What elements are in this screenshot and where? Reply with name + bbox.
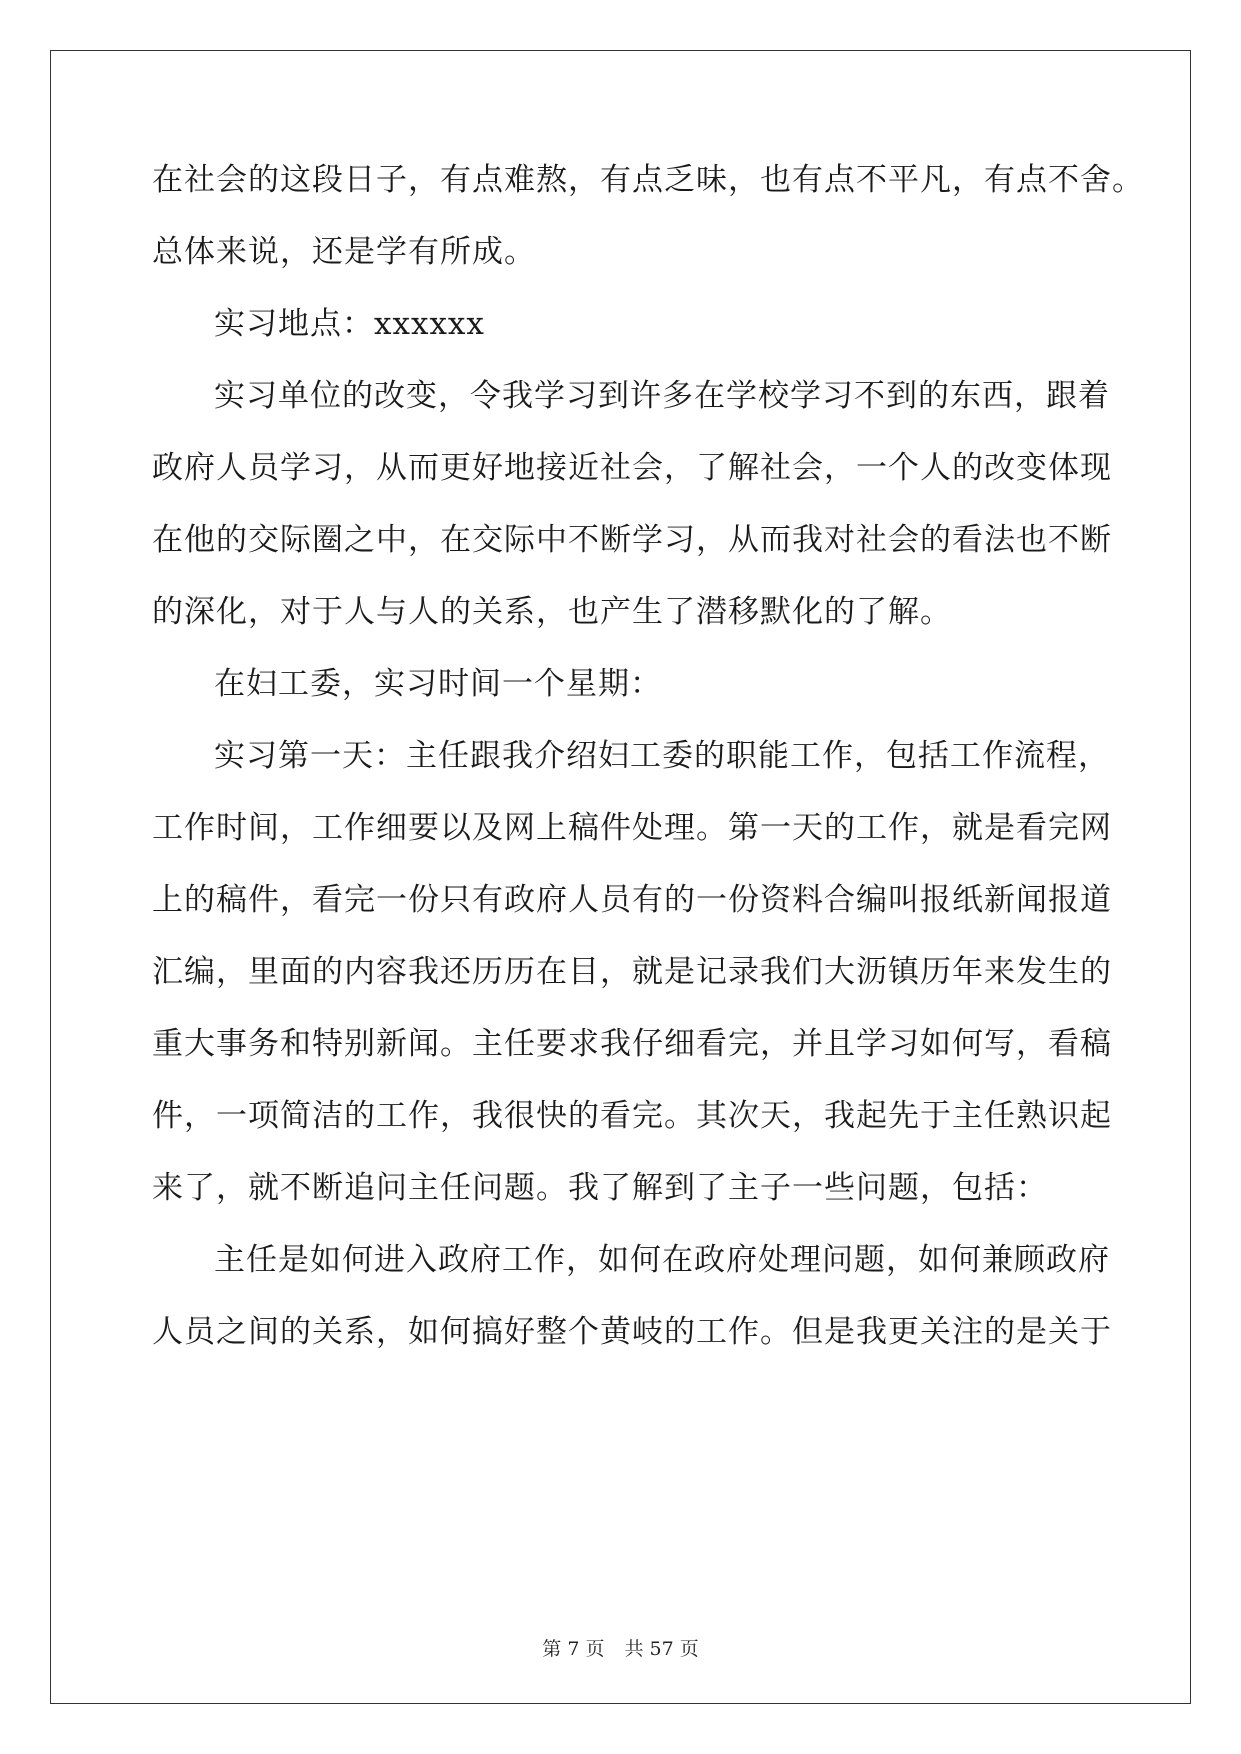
text-line: 实习地点：xxxxxx [214, 306, 485, 342]
text-line: 主任是如何进入政府工作，如何在政府处理问题，如何兼顾政府 [214, 1242, 1110, 1278]
page-total: 共 57 页 [624, 1638, 699, 1660]
text-line: 在他的交际圈之中，在交际中不断学习，从而我对社会的看法也不断 [152, 522, 1112, 558]
text-line: 总体来说，还是学有所成。 [152, 234, 536, 270]
text-line: 工作时间，工作细要以及网上稿件处理。第一天的工作，就是看完网 [152, 810, 1112, 846]
text-line: 汇编，里面的内容我还历历在目，就是记录我们大沥镇历年来发生的 [152, 954, 1112, 990]
page-footer [0, 1634, 1241, 1661]
text-line: 的深化，对于人与人的关系，也产生了潜移默化的了解。 [152, 594, 952, 630]
page-border [50, 50, 1191, 1704]
text-line: 上的稿件，看完一份只有政府人员有的一份资料合编叫报纸新闻报道 [152, 882, 1112, 918]
page-number: 第 7 页 [542, 1638, 605, 1660]
text-line: 在社会的这段日子，有点难熬，有点乏味，也有点不平凡，有点不舍。 [152, 162, 1144, 198]
text-line: 件，一项简洁的工作，我很快的看完。其次天，我起先于主任熟识起 [152, 1098, 1112, 1134]
text-line: 人员之间的关系，如何搞好整个黄岐的工作。但是我更关注的是关于 [152, 1314, 1112, 1350]
text-line: 重大事务和特别新闻。主任要求我仔细看完，并且学习如何写，看稿 [152, 1026, 1112, 1062]
text-line: 实习单位的改变，令我学习到许多在学校学习不到的东西，跟着 [214, 378, 1110, 414]
text-line: 政府人员学习，从而更好地接近社会，了解社会，一个人的改变体现 [152, 450, 1112, 486]
text-line: 实习第一天：主任跟我介绍妇工委的职能工作，包括工作流程， [214, 738, 1110, 774]
text-line: 在妇工委，实习时间一个星期： [214, 666, 662, 702]
text-line: 来了，就不断追问主任问题。我了解到了主子一些问题，包括： [152, 1170, 1048, 1206]
